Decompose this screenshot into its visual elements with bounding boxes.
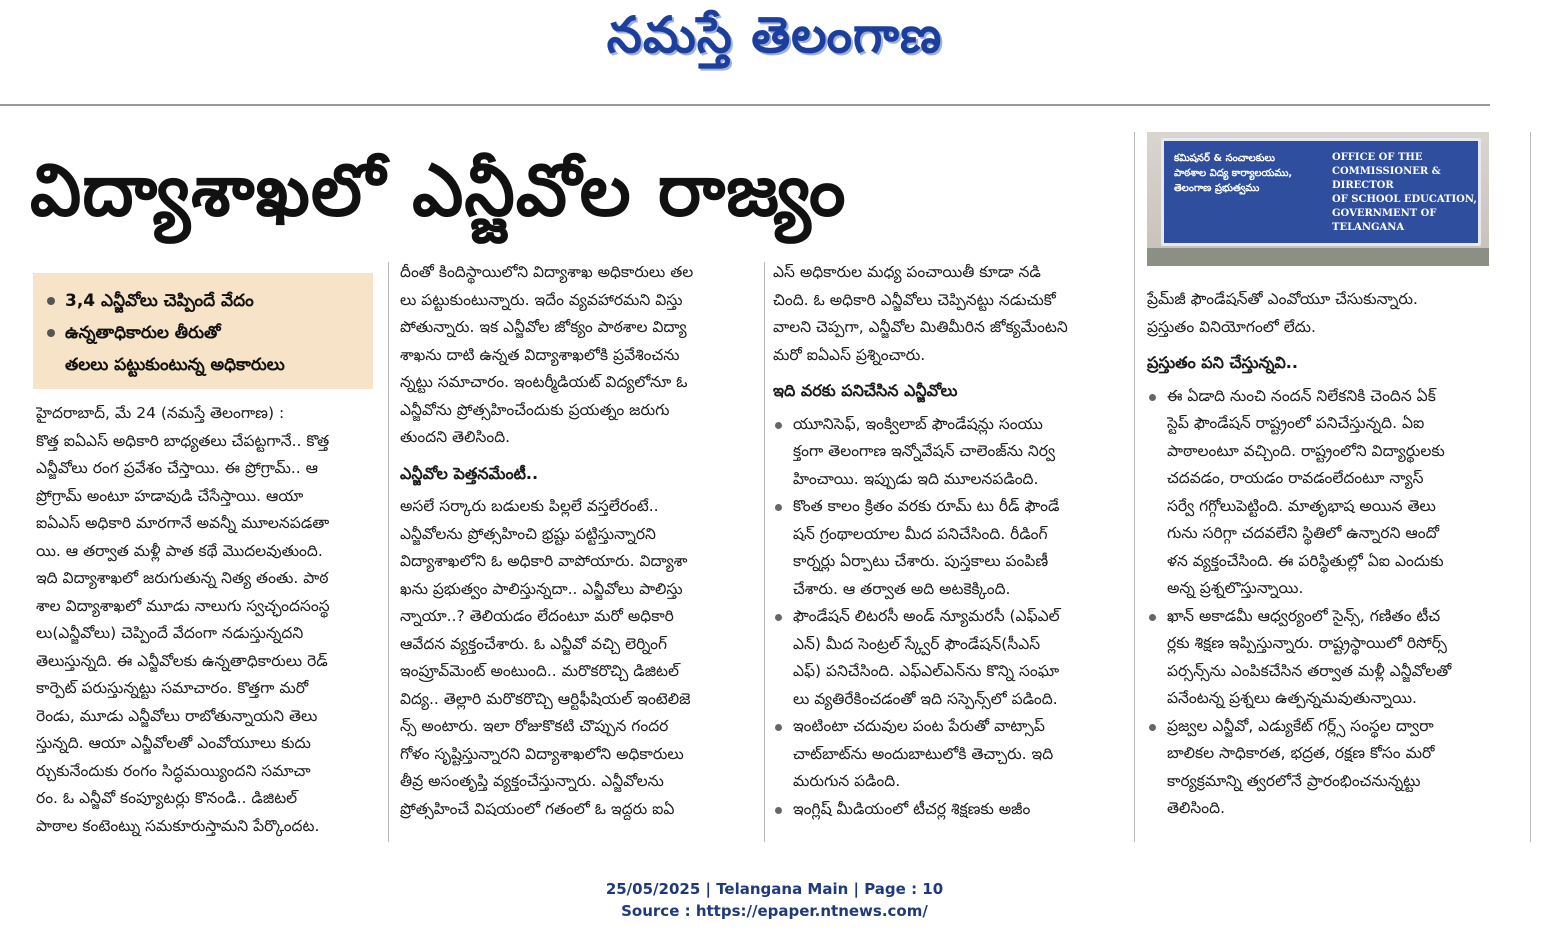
masthead-rule xyxy=(0,104,1490,106)
bullet-list-item xyxy=(773,411,1121,494)
bullet-list-item xyxy=(1147,383,1489,603)
text-line: పాఠాల కంటెంట్ను సమకూరుస్తామని పేర్కొందట. xyxy=(36,816,320,835)
footer-source-link: Source : https://epaper.ntnews.com/ xyxy=(621,902,928,920)
article-column-3 xyxy=(773,259,1121,823)
text-line: గును సరిగ్గా చదవలేని స్థితిలో ఉన్నారని ఆందో xyxy=(1167,524,1440,542)
text-line: విద్య.. తెల్లారి మరొకరొచ్చి ఆర్టిఫీషియల్ ఇంటెలిజె xyxy=(400,689,691,708)
text-line: లు(ఎన్జీవోలు) చెప్పిందే వేదంగా నడుస్తున్నదని xyxy=(36,624,304,642)
article-column-4 xyxy=(1147,286,1489,823)
text-line: రం. ఓ ఎన్జీవో కంప్యూటర్లు కొనండి.. డిజిటల్ xyxy=(36,789,298,807)
text-line: అన్న ప్రశ్నలొస్తున్నాయి. xyxy=(1167,579,1304,597)
text-line: స్తున్నది. ఆయా ఎన్జీవోలతో ఎంవోయూలు కుదు xyxy=(36,734,311,752)
text-line: తుందని తెలిసింది. xyxy=(400,428,511,446)
text-line: స్టెప్ ఫౌండేషన్ రాష్ట్రంలో పనిచేస్తున్నది. ఏఐ xyxy=(1167,414,1425,432)
text-line: ఎన్జీవోలను ప్రోత్సహించి భ్రష్టు పట్టిస్తున్నారని xyxy=(400,524,656,543)
text-line: క్తంగా తెలంగాణ ఇన్నోవేషన్ చాలెంజ్‌ను నిర్వ xyxy=(793,442,1056,460)
text-line: హైదరాబాద్, మే 24 (నమస్తే తెలంగాణ) : xyxy=(36,404,285,422)
text-line: యూనిసెఫ్, ఇంక్విలాబ్ ఫౌండేషన్లు సంయు xyxy=(793,414,1043,433)
text-line: తెలుస్తున్నది. ఈ ఎన్జీవోలకు ఉన్నతాధికారులు రెడ్ xyxy=(36,651,328,670)
masthead xyxy=(0,0,1549,82)
bullet-list-item xyxy=(1147,603,1489,713)
text-line: పనేంటన్న ప్రశ్నలు ఉత్పన్నమవుతున్నాయి. xyxy=(1167,689,1417,707)
article-column-1 xyxy=(36,400,380,840)
text-line: న్నాయా..? తెలియడం లేదంటూ మరో అధికారి xyxy=(400,607,674,625)
highlight-item-continued: తలలు పట్టుకుంటున్న అధికారులు xyxy=(65,355,285,375)
text-line: ప్రోత్సహించే విషయంలో గతంలో ఓ ఇద్దరు ఐఏ xyxy=(400,799,675,818)
text-line: చింది. ఓ అధికారి ఎన్జీవోలు చెప్పినట్టు నడుచుకో xyxy=(773,290,1056,309)
text-line: ప్రోగ్రామ్ అంటూ హడావుడి చేసేస్తాయి. ఆయా xyxy=(36,486,304,505)
column-divider xyxy=(1134,132,1135,842)
text-line: పోతున్నారు. ఇక ఎన్జీవోల జోక్యం పాఠశాల విద్యా xyxy=(400,318,687,336)
text-line: శాఖను దాటి ఉన్నత విద్యాశాఖలోకి ప్రవేశించను xyxy=(400,345,680,364)
text-line: ఐఏఎస్ అధికారి మారగానే అవన్నీ మూలనపడతా xyxy=(36,514,330,532)
text-line: యి. ఆ తర్వాత మళ్లీ పాత కథే మొదలవుతుంది. xyxy=(36,541,323,560)
text-line: ఫౌండేషన్ లిటరసీ అండ్ న్యూమరసీ (ఎఫ్ఎల్ xyxy=(793,607,1060,625)
text-line: రెండు, మూడు ఎన్జీవోలు రాబోతున్నాయని తెలు xyxy=(36,706,318,725)
text-line: తీవ్ర అసంతృప్తి వ్యక్తంచేస్తున్నారు. ఎన్జీవోలను xyxy=(400,772,664,790)
section-subheading: ప్రస్తుతం పని చేస్తున్నవి.. xyxy=(1147,353,1298,372)
text-line: కొంత కాలం క్రితం వరకు రూమ్ టు రీడ్ ఫౌండే xyxy=(793,497,1060,515)
text-line: చాట్‌బాట్‌ను అందుబాటులోకి తెచ్చారు. ఇది xyxy=(793,744,1054,763)
article-headline: విద్యాశాఖలో ఎన్జీవోల రాజ్యం xyxy=(30,148,847,232)
text-line: పర్సన్స్‌ను ఎంపికచేసిన తర్వాత మళ్లీ ఎన్జీవోలతో xyxy=(1167,661,1452,680)
text-line: ఇంగ్లిష్ మీడియంలో టీచర్ల శిక్షణకు అజీం xyxy=(793,799,1031,818)
footer-edition-info: 25/05/2025 | Telangana Main | Page : 10 xyxy=(605,880,944,898)
bullet-list-item xyxy=(773,713,1121,796)
bullet-list-item xyxy=(773,796,1121,824)
column-divider xyxy=(764,262,765,842)
office-signboard xyxy=(1161,138,1481,246)
article-photo xyxy=(1147,132,1489,266)
text-line: ర్చుకునేందుకు రంగం సిద్ధమయ్యిందని సమాచా xyxy=(36,761,311,780)
text-line: ఎఫ్) పనిచేసింది. ఎఫ్ఎల్ఎన్‌ను కొన్ని సంఘా xyxy=(793,662,1060,680)
text-line: ఖను ప్రభుత్వం పాలిస్తున్నదా.. ఎన్జీవోలు పాలిస్తు xyxy=(400,579,683,598)
text-line: ఇంటింటా చదువుల పంట పేరుతో వాట్సాప్ xyxy=(793,717,1045,735)
text-line: లు పట్టుకుంటున్నారు. ఇదేం వ్యవహారమని విస్తు xyxy=(400,290,683,309)
section-subheading: ఇది వరకు పనిచేసిన ఎన్జీవోలు xyxy=(773,381,958,400)
text-line: మరో ఐఏఎస్ ప్రశ్నించారు. xyxy=(773,345,926,364)
text-line: ఎన్జీవోను ప్రోత్సహించేందుకు ప్రయత్నం జరుగు xyxy=(400,400,670,419)
text-line: ఇది విద్యాశాఖలో జరుగుతున్న నిత్య తంతు. పాఠ xyxy=(36,569,329,587)
signboard-telugu: కమిషనర్ & సంచాలకులు పాఠశాల విద్య కార్యాలయము, తెలంగాణ ప్రభుత్వము xyxy=(1174,153,1293,194)
text-line: న్స్ అంటారు. ఇలా రోజుకొకటి చొప్పున గందర xyxy=(400,717,669,735)
text-line: కొత్త ఐఏఎస్ అధికారి బాధ్యతలు చేపట్టగానే.. కొత్త xyxy=(36,431,330,450)
text-line: న్నట్టు సమాచారం. ఇంటర్మీడియట్ విద్యలోనూ ఓ xyxy=(400,373,688,391)
text-line: ఎన్) మీద సెంట్రల్ స్క్వేర్ ఫౌండేషన్(సీఎస్ xyxy=(793,634,1041,653)
bullet-icon xyxy=(47,329,55,337)
text-line: ఎస్ అధికారుల మధ్య పంచాయితీ కూడా నడి xyxy=(773,263,1041,281)
text-line: కార్పెట్ పరుస్తున్నట్టు సమాచారం. కొత్తగా మరో xyxy=(36,679,309,697)
highlight-item: ఉన్నతాధికారుల తీరుతో xyxy=(47,317,359,349)
text-line: చేశారు. ఆ తర్వాత అది అటకెక్కింది. xyxy=(793,579,1011,598)
text-line: బాలికల సాధికారత, భద్రత, రక్షణ కోసం మరో xyxy=(1167,744,1435,762)
text-line: విద్యాశాఖలోని ఓ అధికారి వాపోయారు. విద్యాశా xyxy=(400,552,688,570)
text-line: ఇంప్రూవ్‌మెంట్ అంటుంది.. మరొకరొచ్చి డిజిటల్ xyxy=(400,662,680,680)
text-line: తెలిసింది. xyxy=(1167,799,1226,817)
text-line: అసలే సర్కారు బడులకు పిల్లలే వస్తలేరంటే.. xyxy=(400,497,659,515)
text-line: వాలని చెప్పగా, ఎన్జీవోల మితిమీరిన జోక్యమేంటని xyxy=(773,318,1068,336)
bullet-icon xyxy=(47,297,55,305)
text-line: షన్ గ్రంథాలయాల మీద పనిచేసింది. రీడింగ్ xyxy=(793,524,1048,543)
text-line: ప్రస్తుతం వినియోగంలో లేదు. xyxy=(1147,317,1316,336)
text-line: ర్లకు శిక్షణ ఇప్పిస్తున్నారు. రాష్ట్రస్థాయిలో రిసోర్స్ xyxy=(1167,634,1447,652)
column-divider xyxy=(388,262,389,842)
text-line: గోళం సృష్టిస్తున్నారని విద్యాశాఖలోని అధికారులు xyxy=(400,744,684,763)
text-line: కార్యక్రమాన్ని త్వరలోనే ప్రారంభించనున్నట్టు xyxy=(1167,771,1421,790)
bullet-list-item xyxy=(1147,713,1489,823)
article-column-2 xyxy=(400,259,758,823)
column-divider xyxy=(1530,132,1531,842)
text-line: ఎన్జీవోలు రంగ ప్రవేశం చేస్తాయి. ఈ ప్రోగ్రామ్.. ఆ xyxy=(36,459,318,477)
text-line: ఖాన్ అకాడమీ ఆధ్వర్యంలో సైన్స్, గణితం టీచ xyxy=(1167,606,1441,625)
signboard-english: OFFICE OF THE COMMISSIONER & DIRECTOR OF SCHOOL EDUCATION, GOVERNMENT OF TELANGANA xyxy=(1332,152,1477,233)
text-line: హించాయి. ఇప్పుడు ఇది మూలనపడింది. xyxy=(793,469,1039,488)
text-line: చదవడం, రాయడం రావడంలేదంటూ న్యాస్ xyxy=(1167,469,1424,487)
text-line: ప్రజ్వల ఎన్జీవో, ఎడ్యుకేట్ గర్ల్స్ సంస్థల ద్వారా xyxy=(1167,716,1434,735)
bullet-list-item xyxy=(773,603,1121,713)
bullet-list-item xyxy=(773,493,1121,603)
text-line: ఆవేదన వ్యక్తంచేశారు. ఓ ఎన్జీవో వచ్చి లెర్నింగ్ xyxy=(400,634,667,653)
text-line: పాఠాలంటూ వచ్చింది. రాష్ట్రంలోని విద్యార్థులకు xyxy=(1167,441,1445,460)
text-line: శాల విద్యాశాఖలో మూడు నాలుగు స్వచ్ఛందసంస్థ xyxy=(36,596,330,615)
text-line: కార్నర్లు ఏర్పాటు చేశారు. పుస్తకాలు పంపిణీ xyxy=(793,552,1049,570)
highlight-item: 3,4 ఎన్జీవోలు చెప్పిందే వేదం xyxy=(47,285,359,317)
text-line: సర్వే గగ్గోలుపెట్టింది. మాతృభాష అయిన తెలు xyxy=(1167,496,1436,515)
text-line: ప్రేమ్‌జీ ఫౌండేషన్‌తో ఎంవోయూ చేసుకున్నారు. xyxy=(1147,290,1418,308)
text-line: ఈ ఏడాది నుంచి నందన్ నిలేకనికి చెందిన ఏక్ xyxy=(1167,386,1436,405)
text-line: లు వ్యతిరేకించడంతో ఇది సస్పెన్స్‌లో పడింది. xyxy=(793,689,1058,708)
text-line: మరుగున పడింది. xyxy=(793,772,901,790)
newspaper-logo: నమస్తే తెలంగాణ xyxy=(606,6,943,64)
text-line: ళన వ్యక్తంచేసింది. ఈ పరిస్థితుల్లో ఏఐ ఎందుకు xyxy=(1167,551,1444,570)
page-footer xyxy=(0,878,1549,922)
section-subheading: ఎన్జీవోల పెత్తనమేంటీ.. xyxy=(400,463,539,483)
photo-ground xyxy=(1147,248,1489,266)
text-line: దీంతో కిందిస్థాయిలోని విద్యాశాఖ అధికారులు తల xyxy=(400,263,694,281)
highlights-box xyxy=(33,273,373,389)
